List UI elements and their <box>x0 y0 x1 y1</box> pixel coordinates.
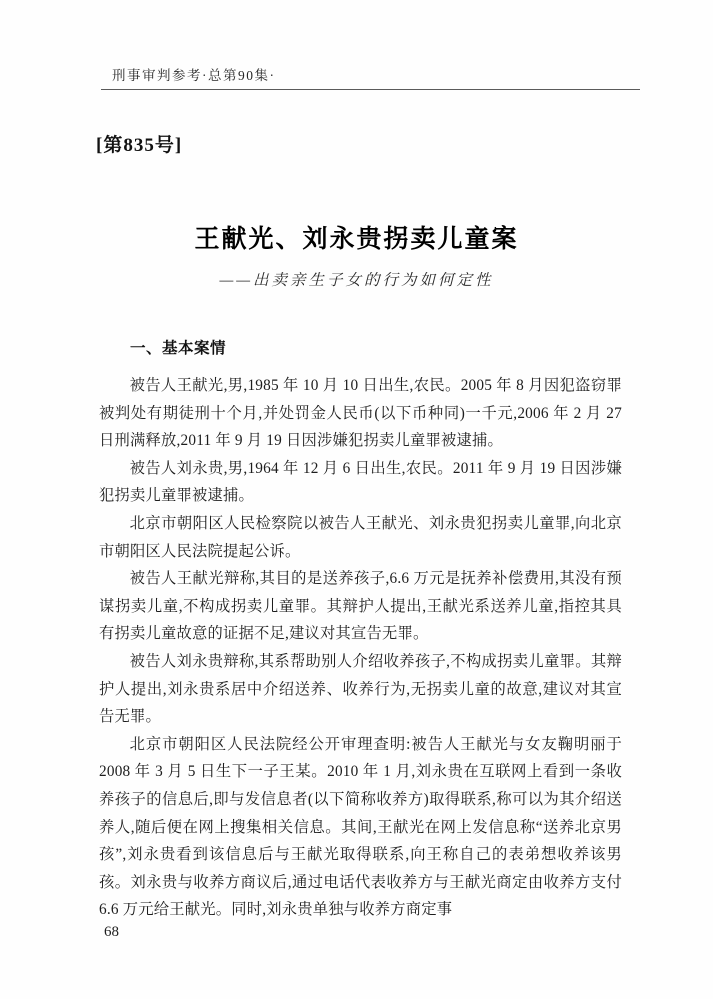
body-paragraph: 被告人王献光,男,1985 年 10 月 10 日出生,农民。2005 年 8 月因犯盗窃罪被判处有期徒刑十个月,并处罚金人民币(以下币种同)一千元,2006 年 2 月 27 日刑满释放,2011 年 9 月 19 日因涉嫌犯拐卖儿童罪被逮捕。 <box>99 377 622 450</box>
header-rule <box>101 89 640 90</box>
body-paragraph: 被告人刘永贵,男,1964 年 12 月 6 日出生,农民。2011 年 9 月 19 日因涉嫌犯拐卖儿童罪被逮捕。 <box>99 459 622 505</box>
section-heading-basic-facts: 一、基本案情 <box>130 340 227 357</box>
case-number: [第835号] <box>96 135 183 156</box>
journal-header: 刑事审判参考·总第90集· <box>112 68 276 83</box>
page-number: 68 <box>104 924 119 940</box>
body-paragraph: 被告人王献光辩称,其目的是送养孩子,6.6 万元是抚养补偿费用,其没有预谋拐卖儿童,不构成拐卖儿童罪。其辩护人提出,王献光系送养儿童,指控其具有拐卖儿童故意的证据不足,建议对其宣告无罪。 <box>99 570 622 643</box>
body-text <box>99 372 622 924</box>
body-paragraph: 被告人刘永贵辩称,其系帮助别人介绍收养孩子,不构成拐卖儿童罪。其辩护人提出,刘永贵系居中介绍送养、收养行为,无拐卖儿童的故意,建议对其宣告无罪。 <box>99 652 622 726</box>
body-paragraph: 北京市朝阳区人民法院经公开审理查明:被告人王献光与女友鞠明丽于 2008 年 3 月 5 日生下一子王某。2010 年 1 月,刘永贵在互联网上看到一条收养孩子的信息后,即与发信息者(以下简称收养方)取得联系,称可以为其介绍送养人,随后便在网上搜集相关信息。其间,王献光在网上发信息称“送养北京男孩”,刘永贵看到该信息后与王献光取得联系,向王称自己的表弟想收养该男孩。刘永贵与收养方商议后,通过电话代表收养方与王献光商定由收养方支付 6.6 万元给王献光。同时,刘永贵单独与收养方商定事 <box>99 735 622 919</box>
case-subtitle: ——出卖亲生子女的行为如何定性 <box>219 272 494 289</box>
case-title: 王献光、刘永贵拐卖儿童案 <box>194 226 519 253</box>
body-paragraph: 北京市朝阳区人民检察院以被告人王献光、刘永贵犯拐卖儿童罪,向北京市朝阳区人民法院提起公诉。 <box>99 514 622 560</box>
